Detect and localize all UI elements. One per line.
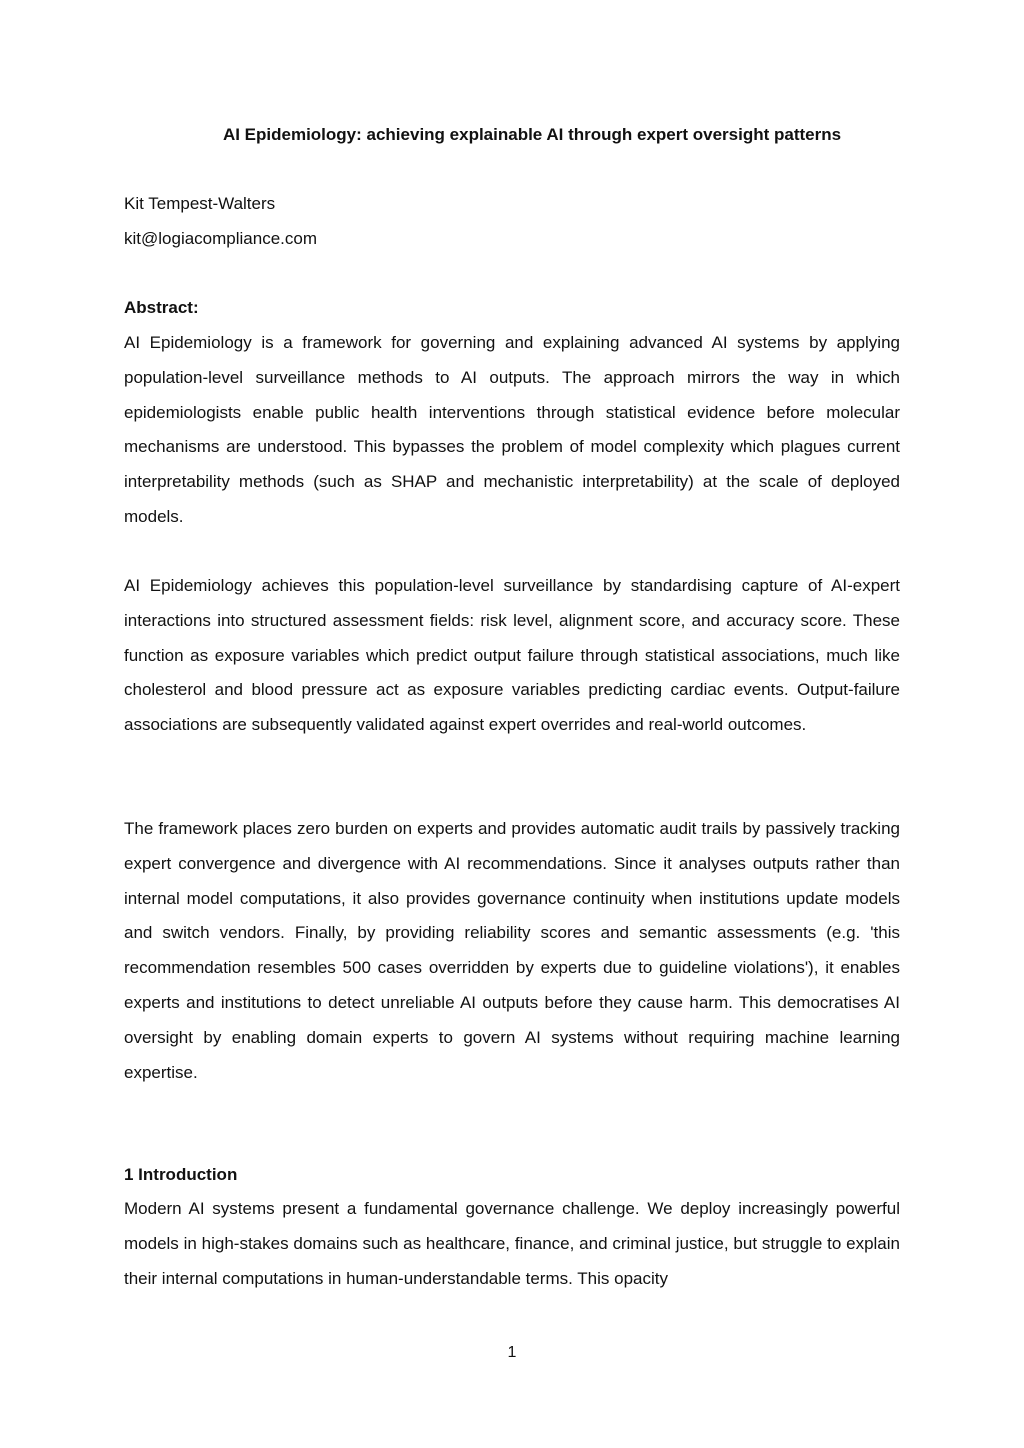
page-number: 1	[507, 1344, 517, 1361]
abstract-paragraph-3: The framework places zero burden on experts and provides automatic audit trails by passively tracking expert convergence and divergence with AI recommendations. Since it analyses outputs rather than internal model computations, it also provides governance continuity when institutions update models and switch vendors. Finally, by providing reliability scores and semantic assessments (e.g. 'this recommendation resembles 500 cases overridden by experts due to guideline violations'), it enables experts and institutions to detect unreliable AI outputs before they cause harm. This democratises AI oversight by enabling domain experts to govern AI systems without requiring machine learning expertise.	[124, 819, 900, 1082]
author-block	[124, 187, 900, 257]
abstract-paragraph-1: AI Epidemiology is a framework for governing and explaining advanced AI systems by applying population-level surveillance methods to AI outputs. The approach mirrors the way in which epidemiologists enable public health interventions through statistical evidence before molecular mechanisms are understood. This bypasses the problem of model complexity which plagues current interpretability methods (such as SHAP and mechanistic interpretability) at the scale of deployed models.	[124, 333, 900, 526]
abstract-heading: Abstract:	[124, 298, 199, 317]
author-name: Kit Tempest-Walters	[124, 194, 276, 213]
introduction-paragraph: Modern AI systems present a fundamental governance challenge. We deploy increasingly powerful models in high-stakes domains such as healthcare, finance, and criminal justice, but struggle to explain their internal computations in human-understandable terms. This opacity	[124, 1199, 900, 1288]
section-heading-introduction: 1 Introduction	[124, 1165, 238, 1184]
author-email: kit@logiacompliance.com	[124, 228, 318, 248]
abstract-paragraph-2: AI Epidemiology achieves this population-level surveillance by standardising capture of AI-expert interactions into structured assessment fields: risk level, alignment score, and accuracy score. These function as exposure variables which predict output failure through statistical associations, much like cholesterol and blood pressure act as exposure variables predicting cardiac events. Output-failure associations are subsequently validated against expert overrides and real-world outcomes.	[124, 576, 900, 735]
paper-title: AI Epidemiology: achieving explainable AI through expert oversight patterns	[222, 125, 842, 144]
